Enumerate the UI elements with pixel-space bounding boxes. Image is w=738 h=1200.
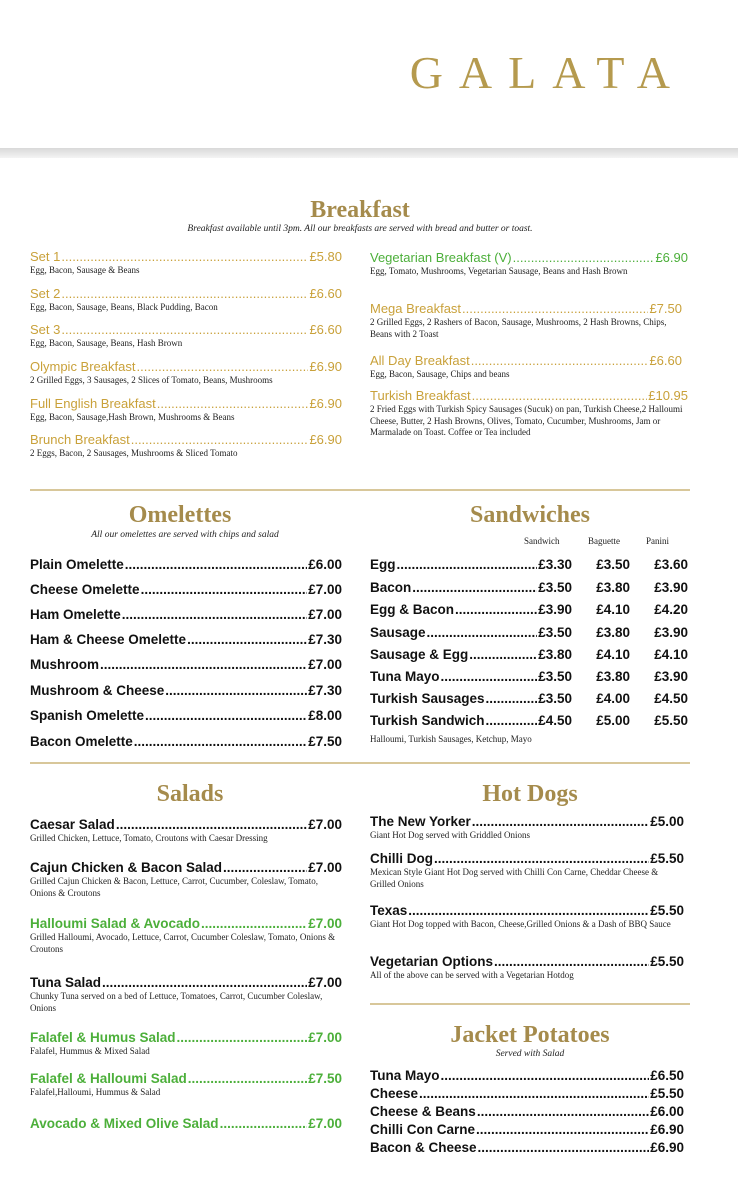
hotdogs-title: Hot Dogs xyxy=(482,781,578,807)
breakfast-item: Vegetarian Breakfast (V) ..... £6.90 Egg, Tomato, Mushrooms, Vegetarian Sausage, Beans and Hash Brown xyxy=(370,250,688,278)
salad-item: Falafel & Humus Salad ..... £7.00 Falafel, Hummus & Mixed Salad xyxy=(30,1030,342,1058)
salad-item: Avocado & Mixed Olive Salad ..... £7.00 xyxy=(30,1116,342,1131)
salad-item: Tuna Salad ..... £7.00 Chunky Tuna served on a bed of Lettuce, Tomatoes, Carrot, Cucumber Coleslaw, Onions xyxy=(30,975,342,1014)
sandwich-item: Bacon ..... £3.50 £3.80 £3.90 xyxy=(370,580,688,595)
omelette-item: Mushroom & Cheese ..... £7.30 xyxy=(30,683,342,698)
omelette-item: Bacon Omelette ..... £7.50 xyxy=(30,734,342,749)
hotdog-item: Chilli Dog ..... £5.50 Mexican Style Giant Hot Dog served with Chilli Con Carne, Cheddar Cheese & Grilled Onions xyxy=(370,851,684,890)
sandwich-item: Turkish Sausages ..... £3.50 £4.00 £4.50 xyxy=(370,691,688,706)
potato-item: Chilli Con Carne ..... £6.90 xyxy=(370,1122,684,1137)
section-divider xyxy=(30,762,690,764)
omelettes-subtitle: All our omelettes are served with chips and salad xyxy=(91,530,279,540)
hotdog-item: Texas ..... £5.50 Giant Hot Dog topped with Bacon, Cheese,Grilled Onions & a Dash of BBQ Sauce xyxy=(370,903,684,931)
breakfast-item: Turkish Breakfast ..... £10.95 2 Fried Eggs with Turkish Spicy Sausages (Sucuk) on pan, Turkish Cheese,2 Halloumi Cheese, Butter, 2 Hash Browns, Olives, Tomato, Cucumber, Mushrooms, Jam or Marmalade on Toast. Coffee or Tea included xyxy=(370,388,688,439)
salads-title: Salads xyxy=(156,781,224,807)
omelettes-title: Omelettes xyxy=(128,502,232,528)
omelette-item: Ham & Cheese Omelette ..... £7.30 xyxy=(30,632,342,647)
omelette-item: Mushroom ..... £7.00 xyxy=(30,657,342,672)
breakfast-title: Breakfast xyxy=(310,197,410,223)
potatoes-subtitle: Served with Salad xyxy=(495,1049,565,1059)
potato-item: Cheese & Beans ..... £6.00 xyxy=(370,1104,684,1119)
salad-item: Cajun Chicken & Bacon Salad ..... £7.00 Grilled Cajun Chicken & Bacon, Lettuce, Carrot, Cucumber, Coleslaw, Tomato, Onions & Croutons xyxy=(30,860,342,899)
sandwich-item: Sausage ..... £3.50 £3.80 £3.90 xyxy=(370,625,688,640)
sandwich-note: Halloumi, Turkish Sausages, Ketchup, Mayo xyxy=(370,734,532,744)
brand-logo: GALATA xyxy=(409,47,686,98)
section-divider xyxy=(30,489,690,491)
header-divider xyxy=(0,148,738,158)
salad-item: Caesar Salad ..... £7.00 Grilled Chicken, Lettuce, Tomato, Croutons with Caesar Dressing xyxy=(30,817,342,845)
potato-item: Cheese ..... £5.50 xyxy=(370,1086,684,1101)
breakfast-item: Full English Breakfast ..... £6.90 Egg, Bacon, Sausage,Hash Brown, Mushrooms & Beans xyxy=(30,396,342,424)
sandwich-item: Turkish Sandwich ..... £4.50 £5.00 £5.50 xyxy=(370,713,688,728)
hotdog-item: The New Yorker ..... £5.00 Giant Hot Dog served with Griddled Onions xyxy=(370,814,684,842)
breakfast-item: All Day Breakfast ..... £6.60 Egg, Bacon, Sausage, Chips and beans xyxy=(370,353,682,381)
col-panini: Panini xyxy=(646,536,670,546)
hotdog-item: Vegetarian Options ..... £5.50 All of the above can be served with a Vegetarian Hotdog xyxy=(370,954,684,982)
salad-item: Halloumi Salad & Avocado ..... £7.00 Grilled Halloumi, Avocado, Lettuce, Carrot, Cucumber Coleslaw, Tomato, Onions & Croutons xyxy=(30,916,342,955)
sandwich-item: Tuna Mayo ..... £3.50 £3.80 £3.90 xyxy=(370,669,688,684)
breakfast-item: Brunch Breakfast ..... £6.90 2 Eggs, Bacon, 2 Sausages, Mushrooms & Sliced Tomato xyxy=(30,432,342,460)
breakfast-item: Set 3 ..... £6.60 Egg, Bacon, Sausage, Beans, Hash Brown xyxy=(30,322,342,350)
salad-item: Falafel & Halloumi Salad ..... £7.50 Falafel,Halloumi, Hummus & Salad xyxy=(30,1071,342,1099)
breakfast-subtitle: Breakfast available until 3pm. All our breakfasts are served with bread and butter or toast. xyxy=(187,224,533,234)
sandwiches-title: Sandwiches xyxy=(469,502,591,528)
breakfast-item: Olympic Breakfast ..... £6.90 2 Grilled Eggs, 3 Sausages, 2 Slices of Tomato, Beans, Mushrooms xyxy=(30,359,342,387)
potato-item: Bacon & Cheese ..... £6.90 xyxy=(370,1140,684,1155)
omelette-item: Plain Omelette ..... £6.00 xyxy=(30,557,342,572)
breakfast-item: Mega Breakfast ..... £7.50 2 Grilled Eggs, 2 Rashers of Bacon, Sausage, Mushrooms, 2 Hash Browns, Chips, Beans with 2 Toast xyxy=(370,301,682,340)
sandwich-item: Egg & Bacon ..... £3.90 £4.10 £4.20 xyxy=(370,602,688,617)
sandwich-item: Egg ..... £3.30 £3.50 £3.60 xyxy=(370,557,688,572)
col-sandwich: Sandwich xyxy=(524,536,560,546)
sandwich-item: Sausage & Egg ..... £3.80 £4.10 £4.10 xyxy=(370,647,688,662)
section-divider xyxy=(370,1003,690,1005)
col-baguette: Baguette xyxy=(588,536,620,546)
omelette-item: Ham Omelette ..... £7.00 xyxy=(30,607,342,622)
potatoes-title: Jacket Potatoes xyxy=(450,1022,610,1048)
breakfast-item: Set 1 ..... £5.80 Egg, Bacon, Sausage & Beans xyxy=(30,249,342,277)
omelette-item: Spanish Omelette ..... £8.00 xyxy=(30,708,342,723)
potato-item: Tuna Mayo ..... £6.50 xyxy=(370,1068,684,1083)
omelette-item: Cheese Omelette ..... £7.00 xyxy=(30,582,342,597)
breakfast-item: Set 2 ..... £6.60 Egg, Bacon, Sausage, Beans, Black Pudding, Bacon xyxy=(30,286,342,314)
